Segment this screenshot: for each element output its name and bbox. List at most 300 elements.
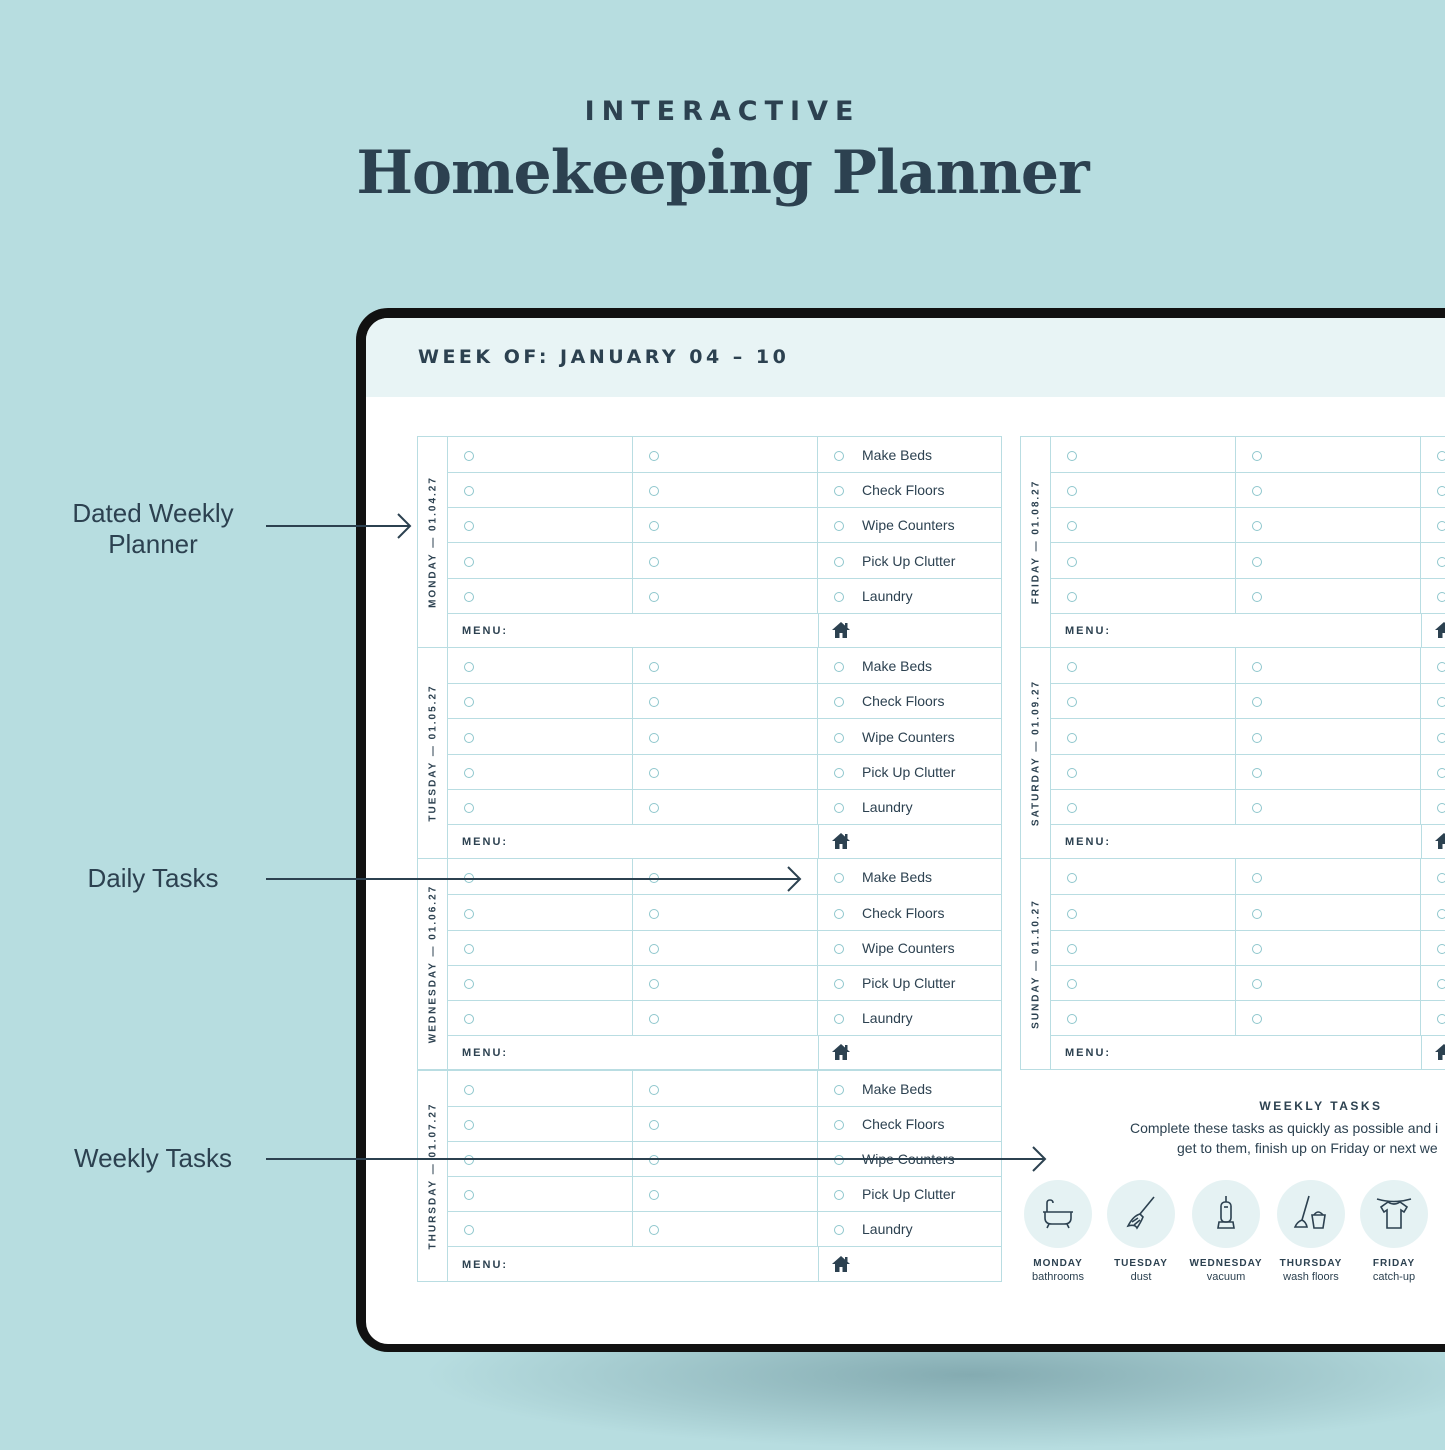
task-checkbox[interactable] <box>649 873 659 883</box>
daily-task-cell[interactable] <box>1421 1000 1445 1035</box>
task-checkbox[interactable] <box>1067 557 1077 567</box>
custom-task-cell[interactable] <box>448 578 633 613</box>
task-checkbox[interactable] <box>1252 486 1262 496</box>
custom-task-cell[interactable] <box>1051 472 1236 507</box>
task-checkbox[interactable] <box>649 486 659 496</box>
weekly-task-thursday[interactable] <box>1271 1180 1351 1283</box>
task-row <box>1051 895 1445 931</box>
week-header-bar <box>366 318 1445 397</box>
daily-task-label: Make Beds <box>862 447 933 463</box>
custom-task-cell[interactable] <box>633 754 818 789</box>
task-checkbox[interactable] <box>464 1014 474 1024</box>
custom-task-cell[interactable] <box>633 1176 818 1211</box>
daily-task-label: Laundry <box>862 587 913 604</box>
daily-task-cell[interactable] <box>818 754 1003 789</box>
daily-task-cell[interactable] <box>818 859 1003 894</box>
daily-task-cell[interactable] <box>1421 543 1445 578</box>
task-checkbox[interactable] <box>1437 557 1445 567</box>
custom-task-cell[interactable] <box>1236 895 1421 930</box>
daily-task-label: Laundry <box>862 1221 913 1238</box>
task-checkbox[interactable] <box>834 697 844 707</box>
task-checkbox[interactable] <box>464 944 474 954</box>
daily-task-cell[interactable] <box>1421 578 1445 613</box>
custom-task-cell[interactable] <box>1236 437 1421 472</box>
task-checkbox[interactable] <box>464 451 474 461</box>
task-checkbox[interactable] <box>464 592 474 602</box>
custom-task-cell[interactable] <box>1051 965 1236 1000</box>
custom-task-cell[interactable] <box>1051 930 1236 965</box>
day-grid <box>448 648 1001 858</box>
daily-task-cell[interactable] <box>818 648 1003 683</box>
task-checkbox[interactable] <box>1252 1014 1262 1024</box>
task-checkbox[interactable] <box>464 697 474 707</box>
weekly-task-name: vacuum <box>1206 1271 1246 1283</box>
task-row <box>448 1071 1001 1107</box>
planner-screen <box>366 318 1445 1344</box>
task-checkbox[interactable] <box>1067 733 1077 743</box>
task-row <box>1051 789 1445 825</box>
task-checkbox[interactable] <box>464 909 474 919</box>
daily-task-cell[interactable] <box>818 789 1003 824</box>
custom-task-cell[interactable] <box>1236 507 1421 542</box>
menu-label: MENU: <box>462 1258 509 1271</box>
custom-task-cell[interactable] <box>633 437 818 472</box>
day-label <box>418 859 448 1069</box>
daily-task-label: Wipe Counters <box>862 728 955 745</box>
task-checkbox[interactable] <box>834 1190 844 1200</box>
custom-task-cell[interactable] <box>448 543 633 578</box>
day-label <box>418 1071 448 1281</box>
menu-divider <box>1421 613 1422 647</box>
bathtub-icon <box>1024 1180 1092 1248</box>
weekly-task-name: wash floors <box>1283 1271 1339 1283</box>
task-row <box>448 1211 1001 1247</box>
task-checkbox[interactable] <box>464 1085 474 1095</box>
menu-divider <box>818 1247 819 1281</box>
daily-task-cell[interactable] <box>1421 683 1445 718</box>
task-checkbox[interactable] <box>1437 873 1445 883</box>
task-checkbox[interactable] <box>649 1155 659 1165</box>
task-checkbox[interactable] <box>834 768 844 778</box>
task-checkbox[interactable] <box>649 662 659 672</box>
weekly-task-day: WEDNESDAY <box>1189 1258 1263 1269</box>
custom-task-cell[interactable] <box>448 859 633 894</box>
task-checkbox[interactable] <box>1252 662 1262 672</box>
day-label <box>418 437 448 647</box>
task-checkbox[interactable] <box>1437 451 1445 461</box>
day-date-label: WEDNESDAY — 01.06.27 <box>427 885 438 1044</box>
daily-task-label: Pick Up Clutter <box>862 763 956 780</box>
task-checkbox[interactable] <box>649 1120 659 1130</box>
task-checkbox[interactable] <box>1067 697 1077 707</box>
task-row <box>448 754 1001 790</box>
task-checkbox[interactable] <box>834 451 844 461</box>
task-checkbox[interactable] <box>464 1225 474 1235</box>
daily-task-cell[interactable] <box>818 1106 1003 1141</box>
task-row <box>448 648 1001 684</box>
task-checkbox[interactable] <box>1067 662 1077 672</box>
custom-task-cell[interactable] <box>448 1141 633 1176</box>
task-checkbox[interactable] <box>834 733 844 743</box>
home-icon[interactable] <box>1434 831 1445 856</box>
task-checkbox[interactable] <box>464 733 474 743</box>
task-checkbox[interactable] <box>1067 803 1077 813</box>
task-checkbox[interactable] <box>649 979 659 989</box>
task-checkbox[interactable] <box>1437 521 1445 531</box>
weekly-task-monday[interactable] <box>1018 1180 1098 1283</box>
task-checkbox[interactable] <box>1252 803 1262 813</box>
custom-task-cell[interactable] <box>448 507 633 542</box>
task-checkbox[interactable] <box>649 768 659 778</box>
daily-task-cell[interactable] <box>1421 719 1445 754</box>
custom-task-cell[interactable] <box>1051 683 1236 718</box>
task-checkbox[interactable] <box>649 1014 659 1024</box>
daily-task-label: Wipe Counters <box>862 1150 955 1167</box>
task-checkbox[interactable] <box>464 1155 474 1165</box>
task-checkbox[interactable] <box>1252 592 1262 602</box>
custom-task-cell[interactable] <box>448 1000 633 1035</box>
custom-task-cell[interactable] <box>1236 543 1421 578</box>
task-checkbox[interactable] <box>1067 486 1077 496</box>
task-checkbox[interactable] <box>1067 1014 1077 1024</box>
task-checkbox[interactable] <box>649 944 659 954</box>
task-row <box>448 543 1001 579</box>
task-checkbox[interactable] <box>834 1085 844 1095</box>
day-block-right-1 <box>1020 647 1445 859</box>
custom-task-cell[interactable] <box>1051 895 1236 930</box>
task-checkbox[interactable] <box>834 1155 844 1165</box>
task-checkbox[interactable] <box>834 803 844 813</box>
daily-task-cell[interactable] <box>818 543 1003 578</box>
weekly-task-wednesday[interactable] <box>1186 1180 1266 1283</box>
daily-task-label: Check Floors <box>862 693 945 710</box>
daily-task-cell[interactable] <box>1421 648 1445 683</box>
menu-divider <box>818 613 819 647</box>
task-checkbox[interactable] <box>1067 909 1077 919</box>
custom-task-cell[interactable] <box>1236 719 1421 754</box>
daily-task-cell[interactable] <box>1421 437 1445 472</box>
daily-task-cell[interactable] <box>1421 507 1445 542</box>
task-checkbox[interactable] <box>464 486 474 496</box>
custom-task-cell[interactable] <box>633 543 818 578</box>
task-checkbox[interactable] <box>649 521 659 531</box>
task-checkbox[interactable] <box>834 662 844 672</box>
weekly-task-day: FRIDAY <box>1372 1258 1416 1269</box>
task-checkbox[interactable] <box>1252 768 1262 778</box>
daily-task-cell[interactable] <box>818 472 1003 507</box>
daily-task-cell[interactable] <box>818 437 1003 472</box>
custom-task-cell[interactable] <box>633 965 818 1000</box>
home-icon[interactable] <box>831 1254 851 1279</box>
custom-task-cell[interactable] <box>448 789 633 824</box>
daily-task-cell[interactable] <box>1421 930 1445 965</box>
day-label <box>1021 648 1051 858</box>
custom-task-cell[interactable] <box>1051 719 1236 754</box>
home-icon[interactable] <box>831 620 851 645</box>
custom-task-cell[interactable] <box>633 1106 818 1141</box>
task-checkbox[interactable] <box>649 1190 659 1200</box>
task-row <box>448 578 1001 614</box>
daily-task-cell[interactable] <box>818 1000 1003 1035</box>
daily-task-cell[interactable] <box>818 930 1003 965</box>
custom-task-cell[interactable] <box>1236 648 1421 683</box>
menu-label: MENU: <box>462 836 509 849</box>
menu-divider <box>818 824 819 858</box>
task-checkbox[interactable] <box>1067 979 1077 989</box>
daily-task-label: Make Beds <box>862 658 933 675</box>
custom-task-cell[interactable] <box>1051 543 1236 578</box>
custom-task-cell[interactable] <box>1051 507 1236 542</box>
task-checkbox[interactable] <box>649 909 659 919</box>
custom-task-cell[interactable] <box>1236 1000 1421 1035</box>
weekly-tasks-title: WEEKLY TASKS <box>1259 1099 1383 1113</box>
task-checkbox[interactable] <box>1437 1014 1445 1024</box>
weekly-task-name: bathrooms <box>1032 1271 1084 1283</box>
task-checkbox[interactable] <box>1437 979 1445 989</box>
menu-row[interactable] <box>1051 613 1445 647</box>
daily-task-label: Pick Up Clutter <box>862 974 956 991</box>
task-checkbox[interactable] <box>464 768 474 778</box>
task-checkbox[interactable] <box>1437 733 1445 743</box>
daily-task-cell[interactable] <box>1421 895 1445 930</box>
daily-task-label: Check Floors <box>862 482 945 499</box>
task-checkbox[interactable] <box>1252 521 1262 531</box>
custom-task-cell[interactable] <box>1051 754 1236 789</box>
custom-task-cell[interactable] <box>1236 965 1421 1000</box>
custom-task-cell[interactable] <box>1051 648 1236 683</box>
task-checkbox[interactable] <box>834 909 844 919</box>
custom-task-cell[interactable] <box>633 683 818 718</box>
daily-task-cell[interactable] <box>818 578 1003 613</box>
custom-task-cell[interactable] <box>633 648 818 683</box>
custom-task-cell[interactable] <box>448 472 633 507</box>
menu-row[interactable] <box>1051 824 1445 858</box>
task-checkbox[interactable] <box>464 803 474 813</box>
weekly-task-tuesday[interactable] <box>1101 1180 1181 1283</box>
task-row <box>448 859 1001 895</box>
custom-task-cell[interactable] <box>448 895 633 930</box>
task-checkbox[interactable] <box>649 803 659 813</box>
task-checkbox[interactable] <box>834 486 844 496</box>
daily-task-cell[interactable] <box>818 507 1003 542</box>
custom-task-cell[interactable] <box>448 1071 633 1106</box>
task-checkbox[interactable] <box>464 662 474 672</box>
task-checkbox[interactable] <box>1067 451 1077 461</box>
day-grid <box>448 437 1001 647</box>
daily-task-cell[interactable] <box>818 1176 1003 1211</box>
task-checkbox[interactable] <box>1067 873 1077 883</box>
task-checkbox[interactable] <box>464 521 474 531</box>
menu-row[interactable] <box>448 1035 1001 1069</box>
custom-task-cell[interactable] <box>448 648 633 683</box>
task-checkbox[interactable] <box>834 592 844 602</box>
custom-task-cell[interactable] <box>1051 578 1236 613</box>
task-checkbox[interactable] <box>1437 486 1445 496</box>
task-checkbox[interactable] <box>1067 592 1077 602</box>
task-checkbox[interactable] <box>1252 557 1262 567</box>
custom-task-cell[interactable] <box>448 719 633 754</box>
task-checkbox[interactable] <box>1437 803 1445 813</box>
day-grid <box>1051 859 1445 1069</box>
custom-task-cell[interactable] <box>633 859 818 894</box>
task-checkbox[interactable] <box>1252 733 1262 743</box>
custom-task-cell[interactable] <box>633 895 818 930</box>
menu-label: MENU: <box>462 1047 509 1060</box>
custom-task-cell[interactable] <box>633 1141 818 1176</box>
custom-task-cell[interactable] <box>448 754 633 789</box>
task-checkbox[interactable] <box>834 1120 844 1130</box>
custom-task-cell[interactable] <box>1236 930 1421 965</box>
task-row <box>448 683 1001 719</box>
custom-task-cell[interactable] <box>1051 1000 1236 1035</box>
daily-task-cell[interactable] <box>818 683 1003 718</box>
custom-task-cell[interactable] <box>633 1000 818 1035</box>
custom-task-cell[interactable] <box>633 1211 818 1246</box>
task-row <box>1051 543 1445 579</box>
daily-task-cell[interactable] <box>1421 754 1445 789</box>
daily-task-cell[interactable] <box>818 1211 1003 1246</box>
custom-task-cell[interactable] <box>633 789 818 824</box>
custom-task-cell[interactable] <box>448 683 633 718</box>
task-checkbox[interactable] <box>464 1120 474 1130</box>
day-date-label: FRIDAY — 01.08.27 <box>1030 479 1041 605</box>
custom-task-cell[interactable] <box>633 472 818 507</box>
day-label <box>1021 437 1051 647</box>
task-checkbox[interactable] <box>834 1014 844 1024</box>
task-checkbox[interactable] <box>1252 451 1262 461</box>
task-checkbox[interactable] <box>834 873 844 883</box>
custom-task-cell[interactable] <box>1236 789 1421 824</box>
task-checkbox[interactable] <box>1437 662 1445 672</box>
custom-task-cell[interactable] <box>1236 754 1421 789</box>
task-checkbox[interactable] <box>834 944 844 954</box>
day-label <box>418 648 448 858</box>
task-checkbox[interactable] <box>649 1225 659 1235</box>
daily-task-cell[interactable] <box>818 1141 1003 1176</box>
daily-task-cell[interactable] <box>1421 789 1445 824</box>
custom-task-cell[interactable] <box>1236 472 1421 507</box>
task-checkbox[interactable] <box>649 697 659 707</box>
day-label <box>1021 859 1051 1069</box>
task-row <box>1051 965 1445 1001</box>
day-block-right-0 <box>1020 436 1445 648</box>
task-checkbox[interactable] <box>1437 909 1445 919</box>
task-checkbox[interactable] <box>464 979 474 989</box>
header-subtitle: INTERACTIVE <box>584 96 861 127</box>
custom-task-cell[interactable] <box>448 965 633 1000</box>
custom-task-cell[interactable] <box>448 930 633 965</box>
weekly-task-friday[interactable] <box>1354 1180 1434 1283</box>
custom-task-cell[interactable] <box>1051 437 1236 472</box>
day-block-left-0 <box>417 436 1002 648</box>
task-checkbox[interactable] <box>649 592 659 602</box>
weekly-tasks-description-line1: Complete these tasks as quickly as possible and i <box>1130 1120 1439 1136</box>
task-checkbox[interactable] <box>1067 768 1077 778</box>
task-checkbox[interactable] <box>834 557 844 567</box>
custom-task-cell[interactable] <box>633 719 818 754</box>
day-date-label: MONDAY — 01.04.27 <box>427 476 438 608</box>
task-checkbox[interactable] <box>649 733 659 743</box>
menu-row[interactable] <box>448 824 1001 858</box>
home-icon[interactable] <box>1434 620 1445 645</box>
day-grid <box>1051 648 1445 858</box>
menu-label: MENU: <box>462 625 509 637</box>
home-icon[interactable] <box>831 1042 851 1067</box>
custom-task-cell[interactable] <box>1051 859 1236 894</box>
custom-task-cell[interactable] <box>633 1071 818 1106</box>
custom-task-cell[interactable] <box>1051 789 1236 824</box>
daily-task-cell[interactable] <box>1421 859 1445 894</box>
task-row <box>448 437 1001 473</box>
weekly-task-name: catch-up <box>1372 1271 1416 1283</box>
task-checkbox[interactable] <box>1437 768 1445 778</box>
home-icon[interactable] <box>831 831 851 856</box>
task-checkbox[interactable] <box>649 451 659 461</box>
daily-task-label: Make Beds <box>862 1080 933 1097</box>
custom-task-cell[interactable] <box>633 578 818 613</box>
task-checkbox[interactable] <box>834 979 844 989</box>
daily-task-cell[interactable] <box>1421 472 1445 507</box>
daily-task-cell[interactable] <box>818 965 1003 1000</box>
task-checkbox[interactable] <box>1437 592 1445 602</box>
task-row <box>1051 859 1445 895</box>
task-checkbox[interactable] <box>834 521 844 531</box>
custom-task-cell[interactable] <box>448 437 633 472</box>
task-row <box>1051 648 1445 684</box>
task-checkbox[interactable] <box>834 1225 844 1235</box>
task-checkbox[interactable] <box>464 873 474 883</box>
custom-task-cell[interactable] <box>448 1106 633 1141</box>
weekly-task-day: TUESDAY <box>1114 1258 1168 1269</box>
task-checkbox[interactable] <box>464 557 474 567</box>
task-checkbox[interactable] <box>1437 944 1445 954</box>
custom-task-cell[interactable] <box>633 507 818 542</box>
task-checkbox[interactable] <box>1252 944 1262 954</box>
daily-task-cell[interactable] <box>818 895 1003 930</box>
daily-task-label: Pick Up Clutter <box>862 1186 956 1203</box>
task-row <box>448 1176 1001 1212</box>
task-checkbox[interactable] <box>1437 697 1445 707</box>
custom-task-cell[interactable] <box>1236 859 1421 894</box>
task-checkbox[interactable] <box>649 557 659 567</box>
task-checkbox[interactable] <box>1252 873 1262 883</box>
home-icon[interactable] <box>1434 1042 1445 1067</box>
task-row <box>448 1106 1001 1142</box>
menu-row[interactable] <box>448 1247 1001 1281</box>
header-title: Homekeeping Planner <box>356 138 1089 208</box>
menu-row[interactable] <box>448 613 1001 647</box>
task-checkbox[interactable] <box>464 1190 474 1200</box>
daily-task-label: Laundry <box>862 1010 913 1027</box>
callout-daily-tasks: Daily Tasks <box>87 863 219 893</box>
task-checkbox[interactable] <box>1252 697 1262 707</box>
daily-task-cell[interactable] <box>1421 965 1445 1000</box>
task-checkbox[interactable] <box>649 1085 659 1095</box>
custom-task-cell[interactable] <box>448 1211 633 1246</box>
menu-row[interactable] <box>1051 1035 1445 1069</box>
task-checkbox[interactable] <box>1067 521 1077 531</box>
daily-task-cell[interactable] <box>818 719 1003 754</box>
custom-task-cell[interactable] <box>1236 683 1421 718</box>
custom-task-cell[interactable] <box>633 930 818 965</box>
task-checkbox[interactable] <box>1067 944 1077 954</box>
daily-task-cell[interactable] <box>818 1071 1003 1106</box>
custom-task-cell[interactable] <box>1236 578 1421 613</box>
task-checkbox[interactable] <box>1252 909 1262 919</box>
custom-task-cell[interactable] <box>448 1176 633 1211</box>
task-checkbox[interactable] <box>1252 979 1262 989</box>
menu-divider <box>818 1035 819 1069</box>
